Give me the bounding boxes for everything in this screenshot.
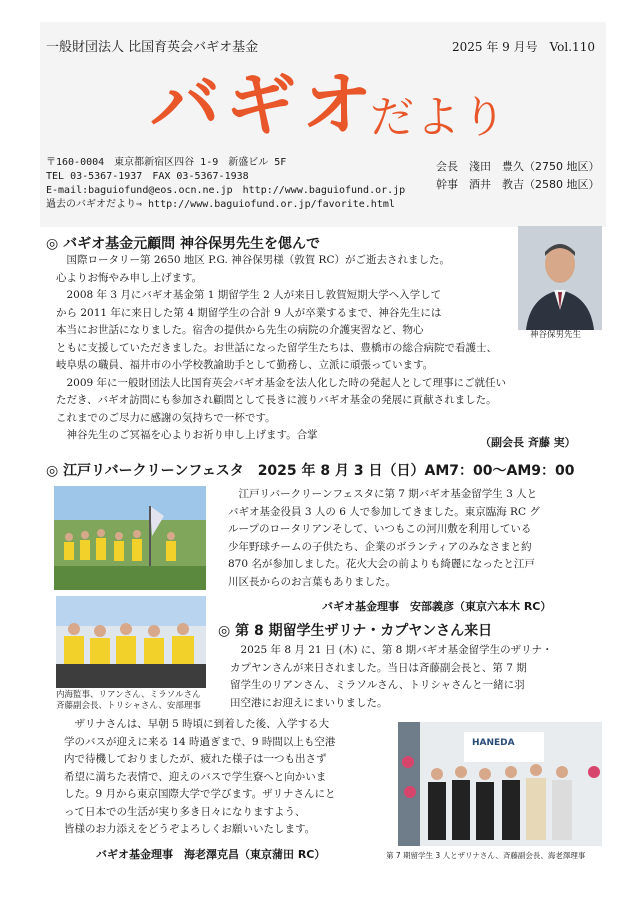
article3-line: 希望に満ちた表情で、迎えのバスで学生寮へと向かいま	[64, 770, 327, 783]
article3-line: って日本での生活が実り多き日々になりますよう、	[64, 805, 306, 818]
contact-block	[46, 156, 405, 212]
article2-line: 870 名が参加しました。花火大会の前よりも綺麗になったと江戸	[228, 558, 535, 570]
article3-line: 2025 年 8 月 21 日 (木) に、第 8 期バギオ基金留学生のザリナ・	[230, 644, 553, 656]
article2-line: 江戸リバークリーンフェスタに第 7 期バギオ基金留学生 3 人と	[228, 488, 538, 500]
officers-block	[436, 158, 600, 194]
article1-line: から 2011 年に来日した第 4 期留学生の合計 9 人が卒業するまで、神谷先生には	[56, 306, 442, 319]
article2-heading: ◎ 江戸リバークリーンフェスタ 2025 年 8 月 3 日（日）AM7：00～AM9：00	[46, 463, 575, 479]
article2-body	[228, 486, 612, 591]
article3-heading: ◎ 第 8 期留学生ザリナ・カプヤンさん来日	[218, 623, 493, 639]
article2-line: 川区長からのお言葉もありました。	[228, 575, 396, 588]
article3-line: カプヤンさんが来日されました。当日は斉藤副会長と、第 7 期	[230, 661, 527, 674]
article3-line: 学のバスが迎えに来る 14 時過ぎまで、9 時間以上も空港	[64, 735, 336, 748]
organization-name: 一般財団法人 比国育英会バギオ基金	[46, 40, 259, 55]
article1-line: ただき、バギオ訪問にも参加され顧問として長きに渡りバギオ基金の発展に貢献されました。	[56, 394, 497, 406]
tel-fax: TEL 03-5367-1937 FAX 03-5367-1938	[46, 171, 249, 182]
article1-signature: （副会長 斉藤 実）	[480, 436, 576, 449]
group-photo-caption: 内海監事、リアンさん、ミラソルさん 斉藤副会長、トリシャさん、安部理事	[56, 690, 201, 711]
chair: 会長 淺田 豊久（2750 地区）	[436, 160, 600, 173]
article3-line: 皆様のお力添えをどうぞよろしくお願いいたします。	[64, 823, 316, 835]
article3-signature: バギオ基金理事 海老澤克昌（東京蒲田 RC）	[96, 848, 326, 861]
article2-line: 少年野球チームの子供たち、企業のボランティアのみなさまと約	[228, 540, 532, 553]
newsletter-title: バギオ	[150, 64, 378, 146]
issue-number: 2025 年 9 月号 Vol.110	[452, 40, 595, 54]
email-web: E-mail:baguiofund@eos.ocn.ne.jp http://www.baguiofund.or.jp	[46, 185, 406, 196]
cleanup-photo	[54, 486, 206, 590]
newsletter-title-sub: だより	[370, 92, 508, 143]
article1-line: ともに支援していただきました。お世話になった留学生たちは、豊橋市の総合病院で看護士、	[56, 341, 497, 354]
article1-line: 2008 年 3 月にバギオ基金第 1 期留学生 2 人が来日し敦賀短期大学へ入学して	[56, 289, 442, 301]
article3-body-bottom	[64, 716, 384, 839]
article3-line: 内で待機しておりましたが、疲れた様子は一つも出さず	[64, 753, 327, 765]
address: 〒160-0004 東京都新宿区四谷 1-9 新盛ビル 5F	[46, 157, 287, 168]
article2-line: バギオ基金役員 3 人の 6 人で参加してきました。東京臨海 RC グ	[228, 505, 540, 518]
article3-line: 留学生のリアンさん、ミラソルさん、トリシャさんと一緒に羽	[230, 679, 525, 691]
portrait-caption: 神谷保男先生	[530, 330, 582, 340]
secretary: 幹事 酒井 教吉（2580 地区）	[436, 178, 600, 191]
article1-line: これまでのご尽力に感謝の気持ちで一杯です。	[56, 411, 276, 424]
article1-line: 本当にお世話になりました。宿舎の提供から先生の病院の介護実習など、物心	[56, 324, 424, 336]
article1-line: 国際ロータリー第 2650 地区 P.G. 神谷保男様（敦賀 RC）がご逝去されました。	[56, 254, 450, 266]
article2-signature: バギオ基金理事 安部義彦（東京六本木 RC）	[322, 600, 552, 613]
article3-line: ザリナさんは、早朝 5 時頃に到着した後、入学する大	[64, 718, 330, 730]
group-photo	[56, 596, 206, 688]
portrait-photo	[518, 226, 602, 330]
article1-line: 岐阜県の職員、福井市の小学校教諭助手として勤務し、立派に頑張っています。	[56, 359, 434, 371]
article2-line: ループのロータリアンそして、いつもこの河川敷を利用している	[228, 523, 532, 535]
article1-heading: ◎ バギオ基金元顧問 神谷保男先生を偲んで	[46, 236, 320, 252]
airport-sign: HANEDA	[472, 738, 515, 748]
article1-line: 2009 年に一般財団法人比国育英会バギオ基金を法人化した時の発起人として理事にご就任い	[56, 376, 507, 389]
airport-photo-caption: 第 7 期留学生 3 人とザリナさん、斉藤副会長、海老澤理事	[386, 851, 586, 860]
article3-body-top	[230, 642, 612, 712]
article1-line: 神谷先生のご冥福を心よりお祈り申し上げます。合掌	[56, 429, 318, 441]
archive-link[interactable]: 過去のバギオだより⇒ http://www.baguiofund.or.jp/favorite.html	[46, 199, 395, 210]
article3-line: 田空港にお迎えにまいりました。	[230, 696, 388, 709]
article3-line: した。9 月から東京国際大学で学びます。ザリナさんにと	[64, 788, 336, 800]
article1-line: 心よりお悔やみ申し上げます。	[56, 271, 203, 284]
